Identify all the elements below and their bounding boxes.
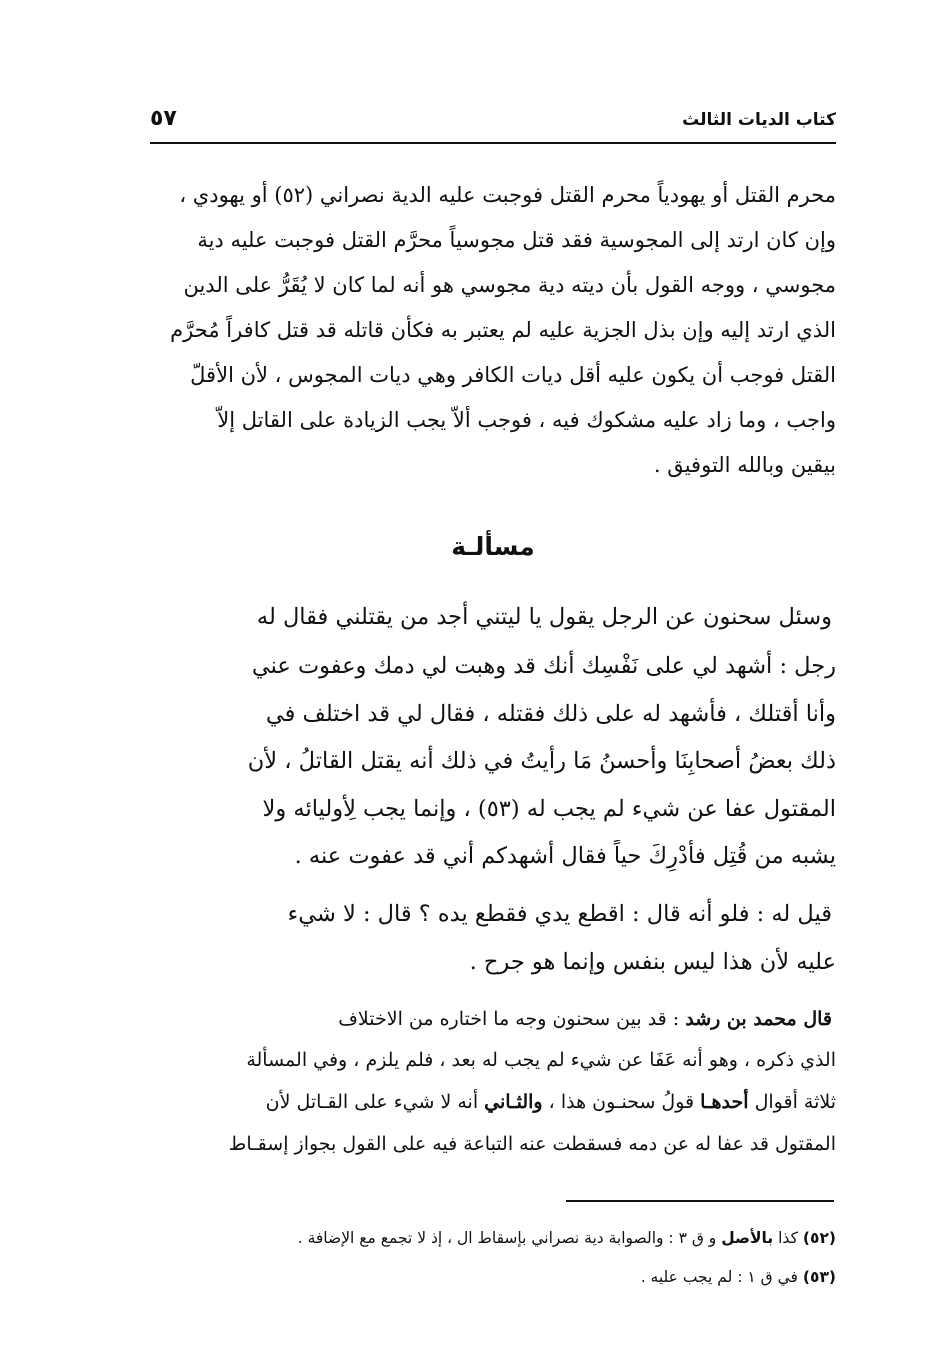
text-line: محرم القتل أو يهودياً محرم القتل فوجبت عليه الدية نصراني (٥٢) أو يهودي ، <box>179 183 836 207</box>
section-title: مسألـة <box>451 532 535 561</box>
footnote-text: و ق ٣ : والصوابة دية نصراني بإسقاط ال ، إذ لا تجمع مع الإضافة . <box>297 1229 722 1247</box>
footnote-separator <box>566 1200 834 1202</box>
page-number: ٥٧ <box>150 106 177 131</box>
footnote-text: في ق ١ : لم يجب عليه . <box>640 1268 803 1286</box>
text-line: قيل له : فلو أنه قال : اقطع يدي فقطع يده ؟ قال : لا شيء <box>287 901 832 927</box>
commentary-text: : قد بين سحنون وجه ما اختاره من الاختلاف <box>338 1008 686 1030</box>
commentary-line: المقتول قد عفا له عن دمه فسقطت عنه التباعة فيه على القول بجواز إسقـاط <box>228 1133 836 1155</box>
text-line: القتل فوجب أن يكون عليه أقل ديات الكافر وهي ديات المجوس ، لأن الأقلّ <box>190 363 836 387</box>
text-line: يشبه من قُتِل فأُدْرِكَ حياً فقال أشهدكم أني قد عفوت عنه . <box>294 843 836 869</box>
text-line: رجل : أشهد لي على نَفْسِك أنك قد وهبت لي دمك وعفوت عني <box>251 653 836 679</box>
commentary-emphasis: أحدهـا <box>700 1091 749 1113</box>
footnote-52 <box>146 1226 836 1250</box>
footnote-number: (٥٢) <box>802 1229 836 1247</box>
text-line: مجوسي ، ووجه القول بأن ديته دية مجوسي هو أنه لما كان لا يُقَرُّ على الدين <box>183 273 836 297</box>
text-line: ذلك بعضُ أصحابِنَا وأحسنُ مَا رأيتُ في ذلك أنه يقتل القاتلُ ، لأن <box>247 748 836 774</box>
footnote-text: كذا <box>773 1229 803 1247</box>
commentary-line <box>146 1088 836 1116</box>
text-line: واجب ، وما زاد عليه مشكوك فيه ، فوجب ألاّ يجب الزيادة على القاتل إلاّ <box>217 408 836 432</box>
footnote-53 <box>146 1265 836 1289</box>
footnote-emphasis: بالأصل <box>721 1229 774 1247</box>
commentary-speaker: قال محمد بن رشد <box>685 1008 832 1030</box>
text-line: عليه لأن هذا ليس بنفس وإنما هو جرح . <box>469 949 836 975</box>
text-line: المقتول عفا عن شيء لم يجب له (٥٣) ، وإنما يجب لِأوليائه ولا <box>262 796 836 822</box>
commentary-line: الذي ذكره ، وهو أنه عَفَا عن شيء لم يجب له بعد ، فلم يلزم ، وفي المسألة <box>246 1049 836 1071</box>
running-title: كتاب الديات الثالث <box>682 110 836 130</box>
commentary-text: قولُ سحنـون هذا ، <box>542 1091 701 1113</box>
commentary-text: أنه لا شيء على القـاتل لأن <box>265 1091 485 1113</box>
text-line: وسئل سحنون عن الرجل يقول يا ليتني أجد من يقتلني فقال له <box>256 604 832 630</box>
commentary-line <box>142 1005 832 1033</box>
text-line: الذي ارتد إليه وإن بذل الجزية عليه لم يعتبر به فكأن قاتله قد قتل كافراً مُحرَّم <box>170 318 836 342</box>
text-line: وإن كان ارتد إلى المجوسية فقد قتل مجوسياً محرَّم القتل فوجبت عليه دية <box>197 228 836 252</box>
commentary-text: ثلاثة أقوال <box>748 1091 836 1113</box>
text-line: وأنا أقتلك ، فأشهد له على ذلك فقتله ، فقال لي قد اختلف في <box>265 701 836 727</box>
page-header <box>150 98 836 144</box>
footnote-number: (٥٣) <box>802 1268 836 1286</box>
commentary-emphasis: والثـاني <box>484 1091 543 1113</box>
text-line: بيقين وبالله التوفيق . <box>653 453 836 477</box>
